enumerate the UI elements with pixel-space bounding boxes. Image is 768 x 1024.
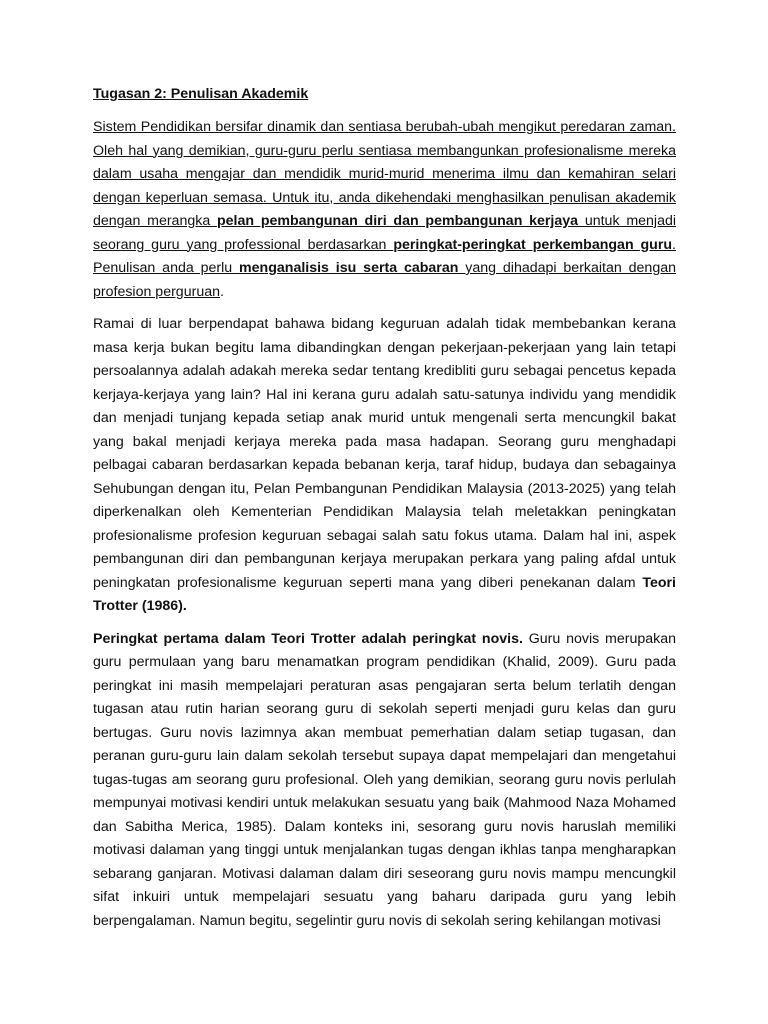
intro-bold-3: menganalisis isu serta cabaran (239, 260, 459, 276)
body-paragraph-3 (93, 628, 676, 934)
para2-bold: Teori Trotter (1986). (93, 574, 676, 614)
intro-text-4: yang dihadapi berkaitan dengan profesion perguruan (93, 260, 676, 300)
intro-bold-1: pelan pembangunan diri dan pembangunan kerjaya (217, 213, 579, 229)
intro-text-end: . (220, 283, 224, 300)
intro-paragraph (93, 116, 676, 304)
para3-bold: Peringkat pertama dalam Teori Trotter adalah peringkat novis. (93, 630, 523, 647)
body-paragraph-2 (93, 313, 676, 619)
document-body (93, 83, 676, 942)
para2-text: Ramai di luar berpendapat bahawa bidang keguruan adalah tidak membebankan kerana masa kerja bukan begitu lama dibandingkan dengan pekerjaan-pekerjaan yang lain tetapi persoalannya adalah adakah mereka sedar tentang kredibliti guru sebagai pencetus kepada kerjaya-kerjaya yang lain? Hal ini kerana guru adalah satu-satunya individu yang mendidik dan menjadi tunjang kepada setiap anak murid untuk mengenali serta mencungkil bakat yang bakal menjadi kerjaya mereka pada masa hadapan. Seorang guru menghadapi pelbagai cabaran berdasarkan kepada bebanan kerja, taraf hidup, budaya dan sebagainya Sehubungan dengan itu, Pelan Pembangunan Pendidikan Malaysia (2013-2025) yang telah diperkenalkan oleh Kementerian Pendidikan Malaysia telah meletakkan peningkatan profesionalisme profesion keguruan sebagai salah satu fokus utama. Dalam hal ini, aspek pembangunan diri dan pembangunan kerjaya merupakan perkara yang paling afdal untuk peningkatan profesionalisme keguruan seperti mana yang diberi penekanan dalam (93, 316, 676, 591)
document-title: Tugasan 2: Penulisan Akademik (93, 86, 309, 102)
para3-text: Guru novis merupakan guru permulaan yang baru menamatkan program pendidikan (Khalid, 2009). Guru pada peringkat ini masih mempelajari peraturan asas pengajaran serta belum terlatih dengan tugasan atau rutin harian seorang guru di sekolah seperti menjadi guru kelas dan guru bertugas. Guru novis lazimnya akan membuat pemerhatian dalam setiap tugasan, dan peranan guru-guru lain dalam sekolah tersebut supaya dapat mempelajari dan mengetahui tugas-tugas am seorang guru profesional. Oleh yang demikian, seorang guru novis perlulah mempunyai motivasi kendiri untuk melakukan sesuatu yang baik (Mahmood Naza Mohamed dan Sabitha Merica, 1985). Dalam konteks ini, sesorang guru novis haruslah memiliki motivasi dalaman yang tinggi untuk menjalankan tugas dengan ikhlas tanpa mengharapkan sebarang ganjaran. Motivasi dalaman dalam diri seseorang guru novis mampu mencungkil sifat inkuiri untuk mempelajari sesuatu yang baharu daripada guru yang lebih berpengalaman. Namun begitu, segelintir guru novis di sekolah sering kehilangan motivasi (93, 630, 677, 929)
intro-bold-2: peringkat-peringkat perkembangan guru (393, 236, 673, 253)
intro-text-2: untuk menjadi seorang guru yang professional berdasarkan (93, 213, 677, 253)
intro-text-3: . Penulisan anda perlu (93, 236, 676, 276)
intro-underlined-text (93, 119, 676, 300)
intro-text-1: Sistem Pendidikan bersifar dinamik dan sentiasa berubah-ubah mengikut peredaran zaman. Oleh hal yang demikian, guru-guru perlu sentiasa membangunkan profesionalisme mereka dalam usaha mengajar dan mendidik murid-murid menerima ilmu dan kemahiran selari dengan keperluan semasa. Untuk itu, anda dikehendaki menghasilkan penulisan akademik dengan merangka (93, 119, 676, 229)
